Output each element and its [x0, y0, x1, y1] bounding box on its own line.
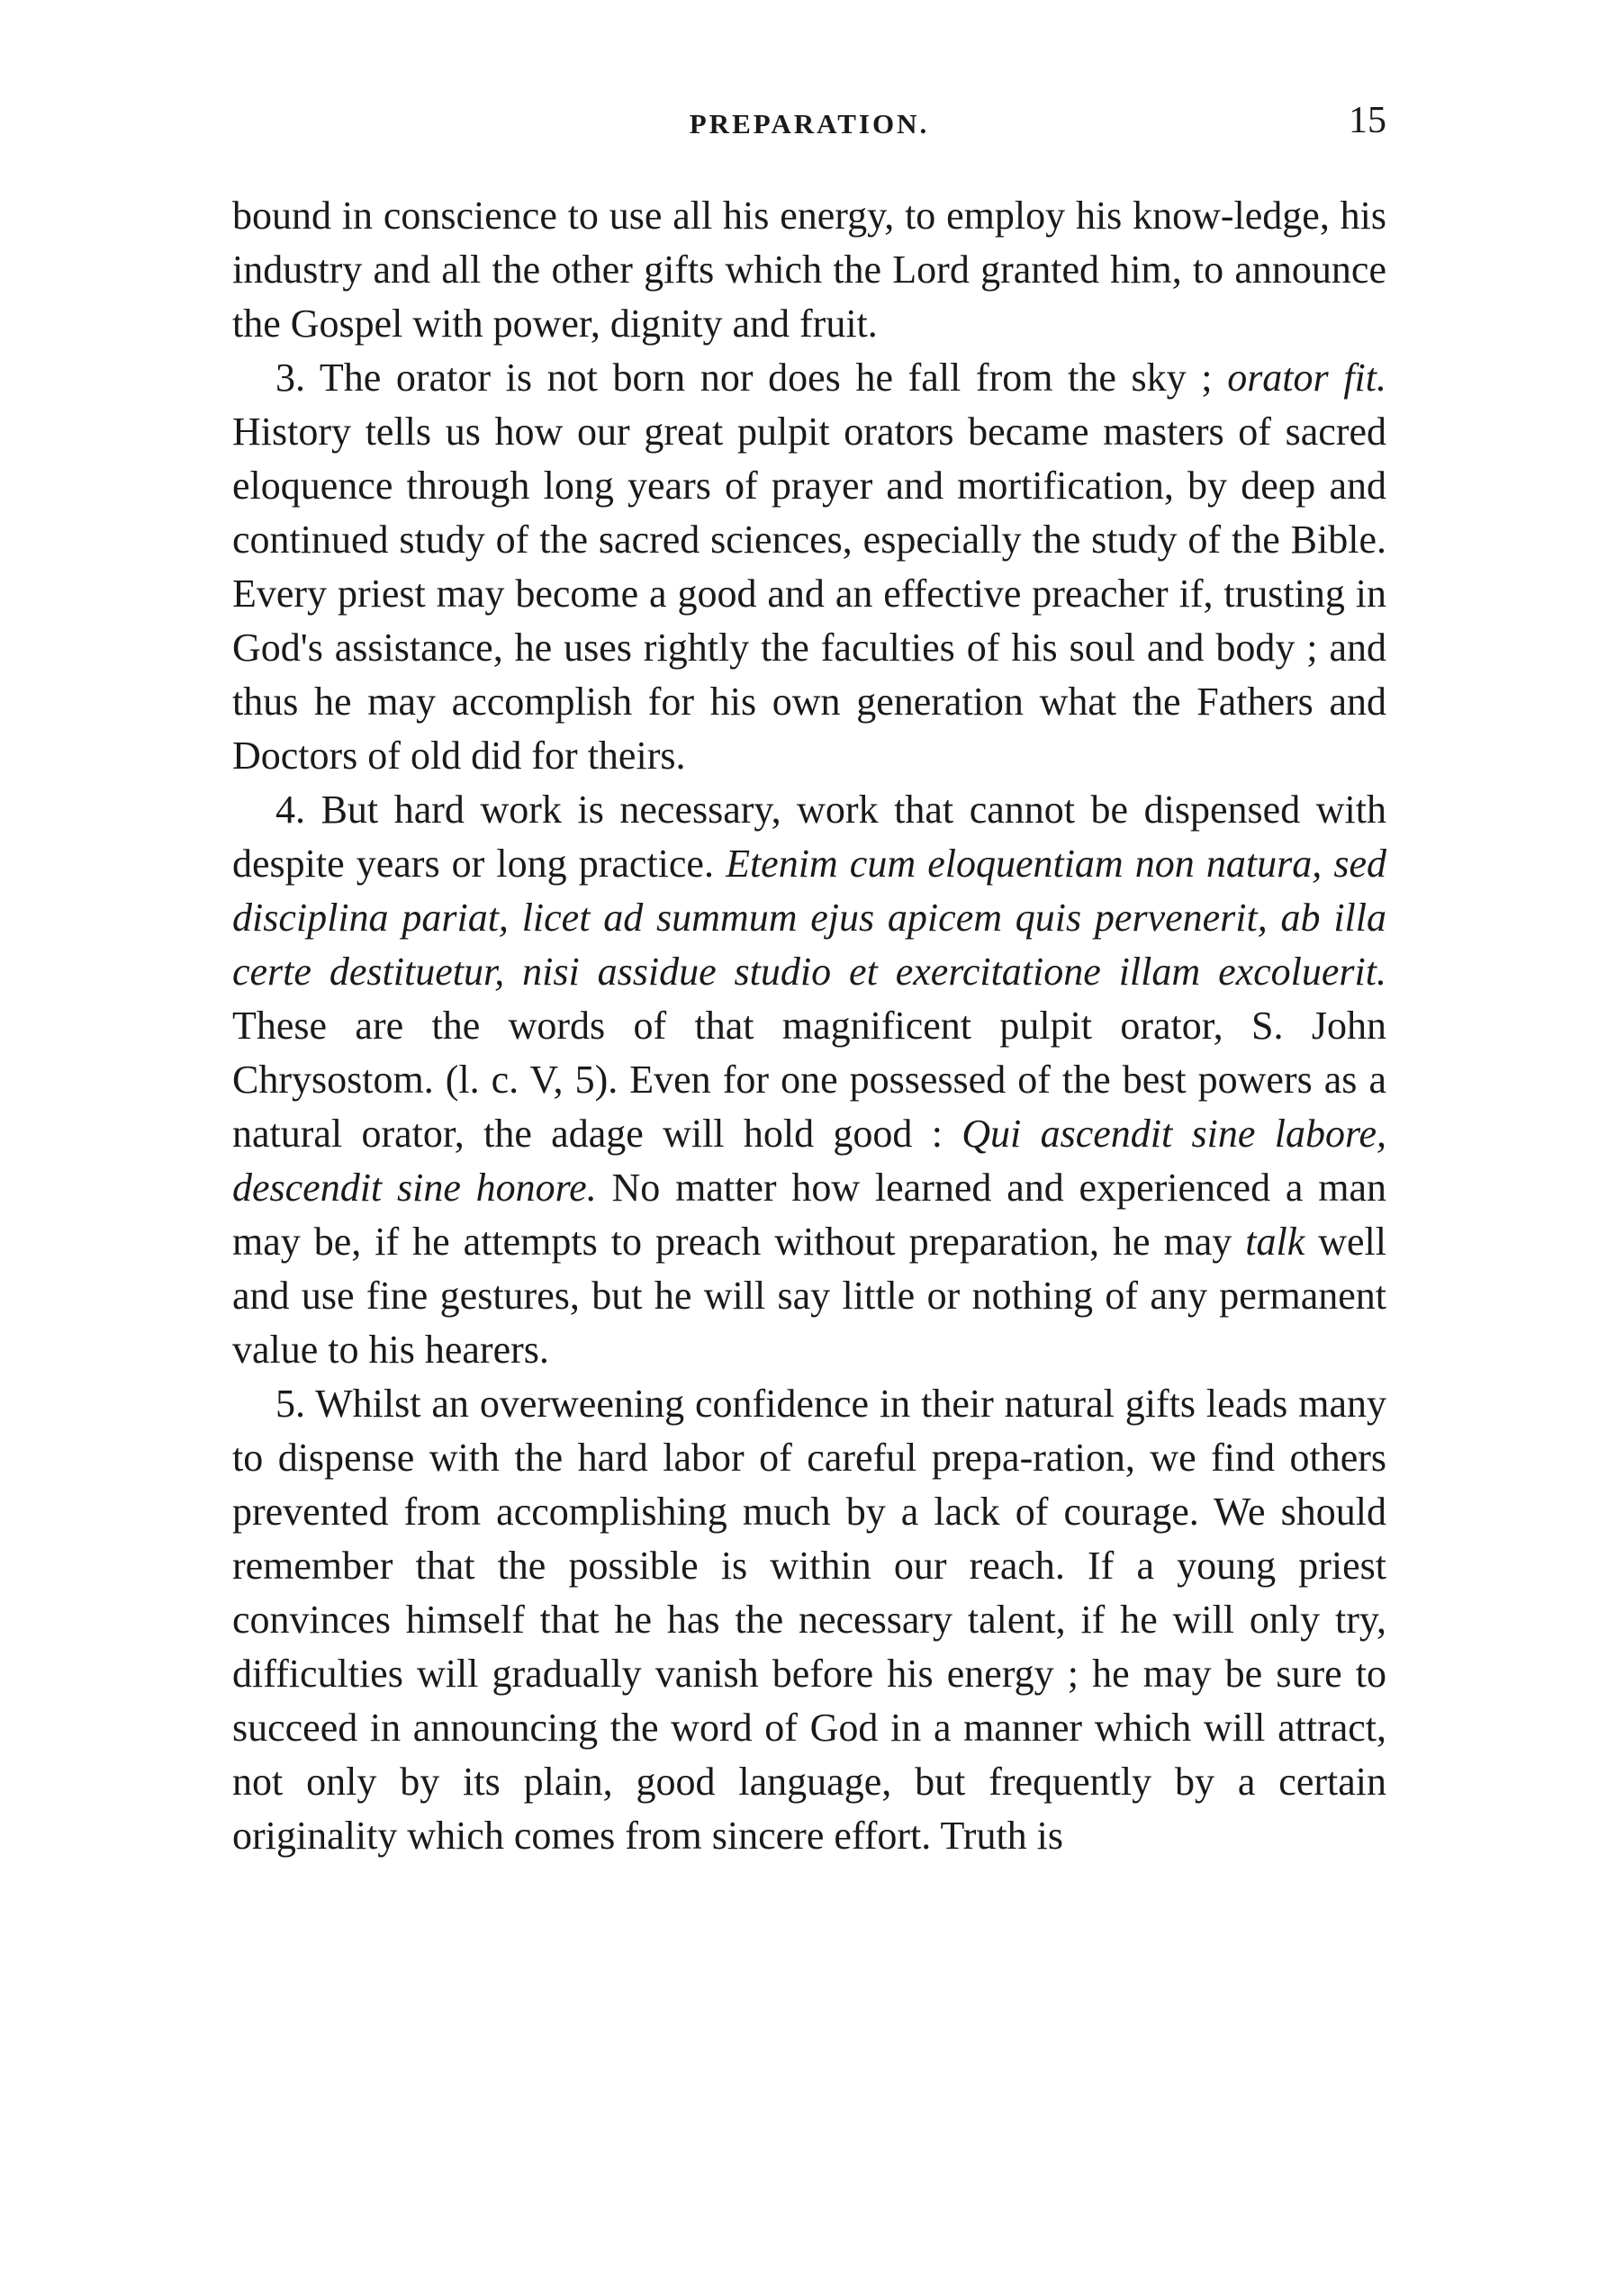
latin-phrase: orator fit.	[1227, 356, 1386, 400]
text-segment: bound in conscience to use all his energy, to employ his know-ledge, his industry and all the other gifts which the Lord granted him, to announce the Gospel with power, dignity and fruit.	[232, 194, 1386, 346]
text-segment: No matter how learned and experienced a man may be, if he attempts to preach without preparation, he may	[232, 1166, 1386, 1264]
latin-adage: Qui ascendit sine labore, descendit sine honore.	[232, 1112, 1386, 1210]
running-title: PREPARATION.	[689, 108, 930, 140]
emphasis: talk	[1245, 1220, 1305, 1264]
book-page	[232, 90, 1386, 2232]
text-segment: 3. The orator is not born nor does he fall from the sky ;	[275, 356, 1228, 400]
text-segment: 5. Whilst an overweening confidence in their natural gifts leads many to dispense with the hard labor of careful prepa-ration, we find others prevented from accomplishing much by a lack of courage. We should remember that the possible is within our reach. If a young priest convinces himself that he has the necessary talent, if he will only try, difficulties will gradually vanish before his energy ; he may be sure to succeed in announcing the word of God in a manner which will attract, not only by its plain, good language, but frequently by a certain originality which comes from sincere effort. Truth is	[232, 1382, 1386, 1858]
text-segment: well and use fine gestures, but he will say little or nothing of any permanent value to his hearers.	[232, 1220, 1386, 1372]
paragraph	[232, 189, 1386, 351]
text-segment: These are the words of that magnificent pulpit orator, S. John Chrysostom. (l. c. V, 5). Even for one possessed of the best powers as a natural orator, the adage will hold good :	[232, 1004, 1386, 1156]
page-number: 15	[1349, 100, 1386, 141]
paragraph	[232, 783, 1386, 1377]
running-head	[232, 90, 1386, 162]
latin-quotation: Etenim cum eloquentiam non natura, sed disciplina pariat, licet ad summum ejus apicem quis pervenerit, ab illa certe destituetur, nisi assidue studio et exercitatione illam excoluerit.	[232, 842, 1386, 994]
text-segment: History tells us how our great pulpit orators became masters of sacred eloquence through long years of prayer and mortification, by deep and continued study of the sacred sciences, especially the study of the Bible. Every priest may become a good and an effective preacher if, trusting in God's assistance, he uses rightly the faculties of his soul and body ; and thus he may accomplish for his own generation what the Fathers and Doctors of old did for theirs.	[232, 410, 1386, 778]
text-segment: 4. But hard work is necessary, work that cannot be dispensed with despite years or long practice.	[232, 788, 1386, 886]
body-text	[232, 189, 1386, 1863]
paragraph	[232, 351, 1386, 783]
paragraph	[232, 1377, 1386, 1863]
